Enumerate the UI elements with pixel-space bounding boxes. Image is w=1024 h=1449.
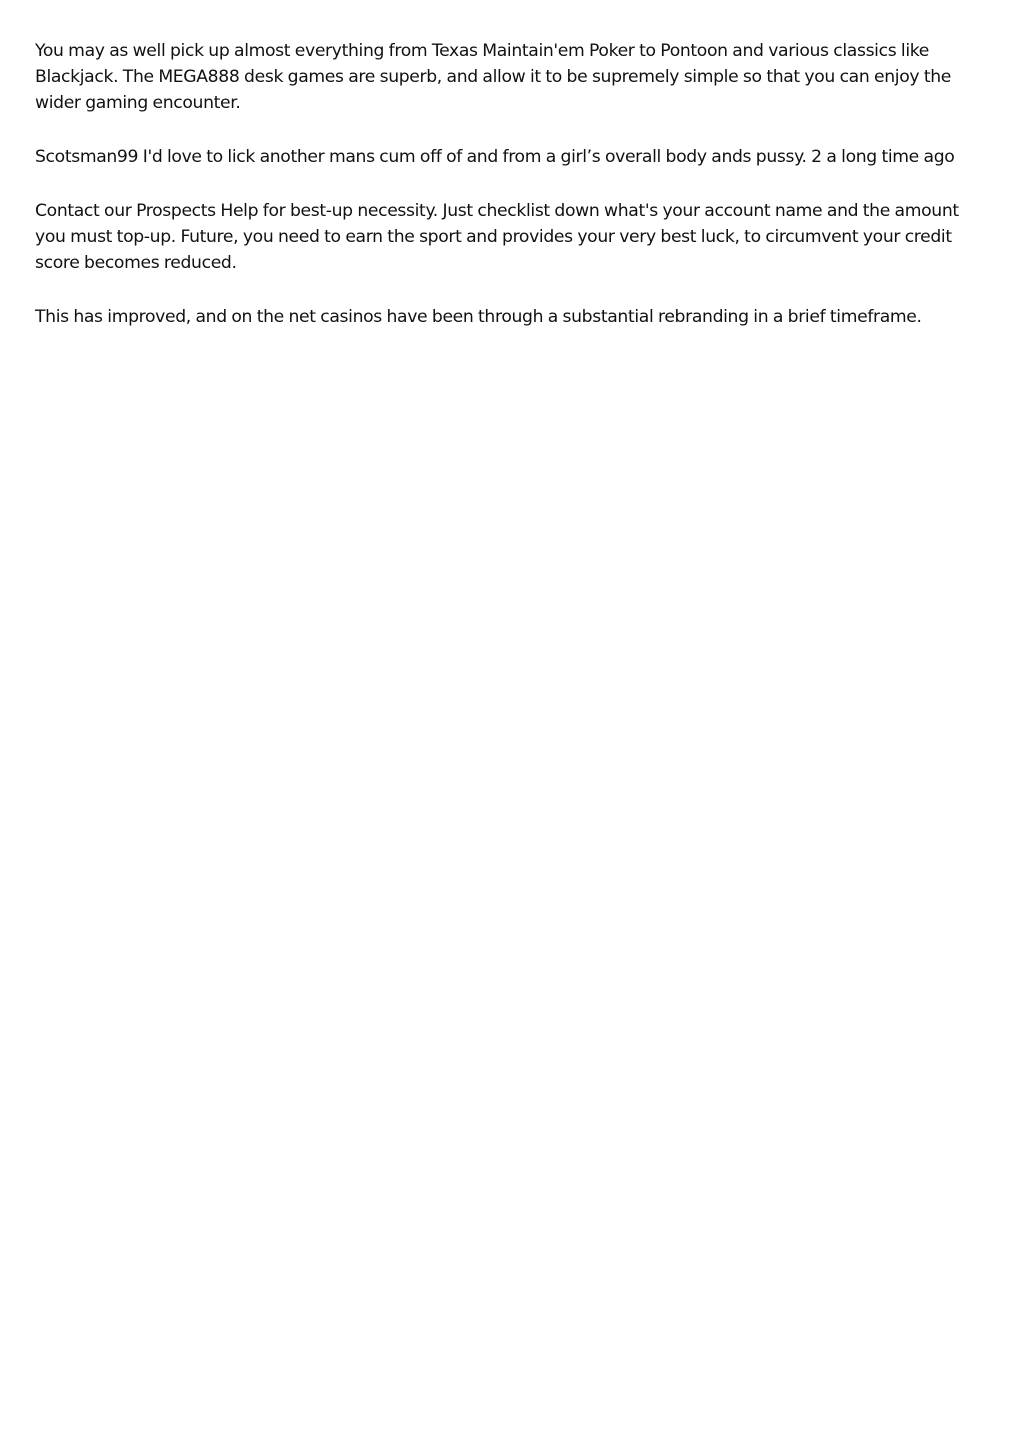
paragraph-rebranding: This has improved, and on the net casinos have been through a substantial rebranding in a brief timeframe. <box>35 307 922 327</box>
paragraph-comment: Scotsman99 I'd love to lick another mans cum off of and from a girl’s overall body ands pussy. 2 a long time ago <box>35 147 955 167</box>
document-page <box>35 38 985 358</box>
paragraph-contact-help: Contact our Prospects Help for best-up necessity. Just checklist down what's your account name and the amount you must top-up. Future, you need to earn the sport and provides your very best luck, to circumvent your credit score becomes reduced. <box>35 201 959 273</box>
paragraph-games-intro: You may as well pick up almost everything from Texas Maintain'em Poker to Pontoon and various classics like Blackjack. The MEGA888 desk games are superb, and allow it to be supremely simple so that you can enjoy the wider gaming encounter. <box>35 41 951 113</box>
